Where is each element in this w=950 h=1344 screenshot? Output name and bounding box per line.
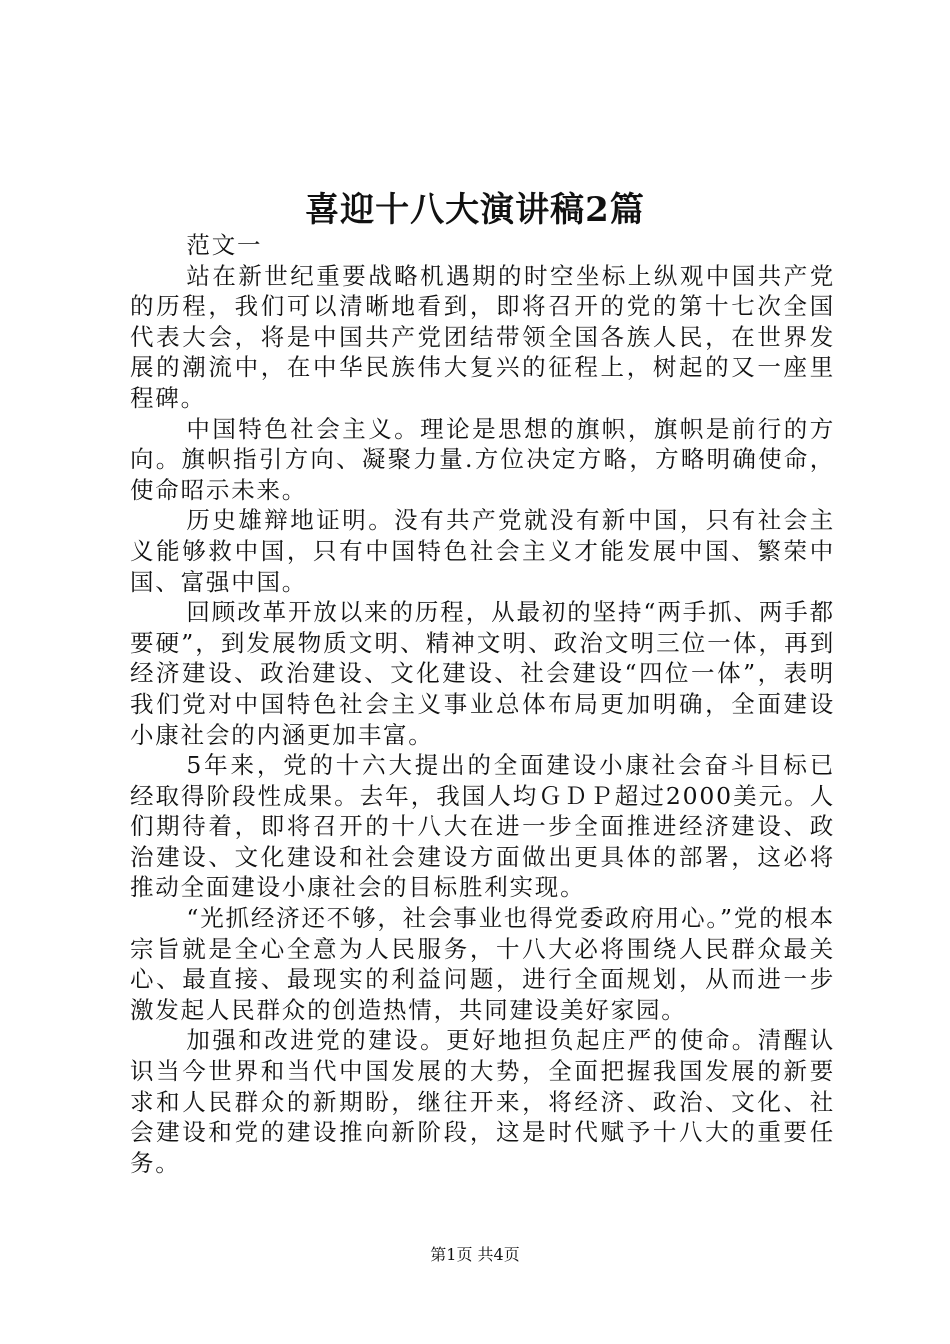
document-title: 喜迎十八大演讲稿2篇 <box>305 190 645 230</box>
body-paragraph-7: 加强和改进党的建设。更好地担负起庄严的使命。清醒认识当今世界和当代中国发展的大势，全面把握我国发展的新要求和人民群众的新期盼，继往开来，将经济、政治、文化、社会建设和党的建设推向新阶段，这是时代赋予十八大的重要任务。 <box>130 1026 835 1177</box>
body-paragraph-6: “光抓经济还不够，社会事业也得党委政府用心。”党的根本宗旨就是全心全意为人民服务，十八大必将围绕人民群众最关心、最直接、最现实的利益问题，进行全面规划，从而进一步激发起人民群众的创造热情，共同建设美好家园。 <box>130 904 835 1024</box>
body-paragraph-1: 站在新世纪重要战略机遇期的时空坐标上纵观中国共产党的历程，我们可以清晰地看到，即将召开的党的第十七次全国代表大会，将是中国共产党团结带领全国各族人民，在世界发展的潮流中，在中华民族伟大复兴的征程上，树起的又一座里程碑。 <box>130 261 835 412</box>
body-paragraph-5: 5年来，党的十六大提出的全面建设小康社会奋斗目标已经取得阶段性成果。去年，我国人均ＧＤＰ超过2000美元。人们期待着，即将召开的十八大在进一步全面推进经济建设、政治建设、文化建设和社会建设方面做出更具体的部署，这必将推动全面建设小康社会的目标胜利实现。 <box>130 751 835 902</box>
body-paragraph-3: 历史雄辩地证明。没有共产党就没有新中国，只有社会主义能够救中国，只有中国特色社会主义才能发展中国、繁荣中国、富强中国。 <box>130 506 835 596</box>
page-footer: 第1页 共4页 <box>430 1245 520 1264</box>
body-paragraph-2: 中国特色社会主义。理论是思想的旗帜，旗帜是前行的方向。旗帜指引方向、凝聚力量.方位决定方略，方略明确使命，使命昭示未来。 <box>130 414 835 504</box>
body-paragraph-4: 回顾改革开放以来的历程，从最初的坚持“两手抓、两手都要硬”，到发展物质文明、精神文明、政治文明三位一体，再到经济建设、政治建设、文化建设、社会建设“四位一体”，表明我们党对中国特色社会主义事业总体布局更加明确，全面建设小康社会的内涵更加丰富。 <box>130 598 835 749</box>
section-label: 范文一 <box>186 231 263 259</box>
document-body <box>130 230 835 1178</box>
